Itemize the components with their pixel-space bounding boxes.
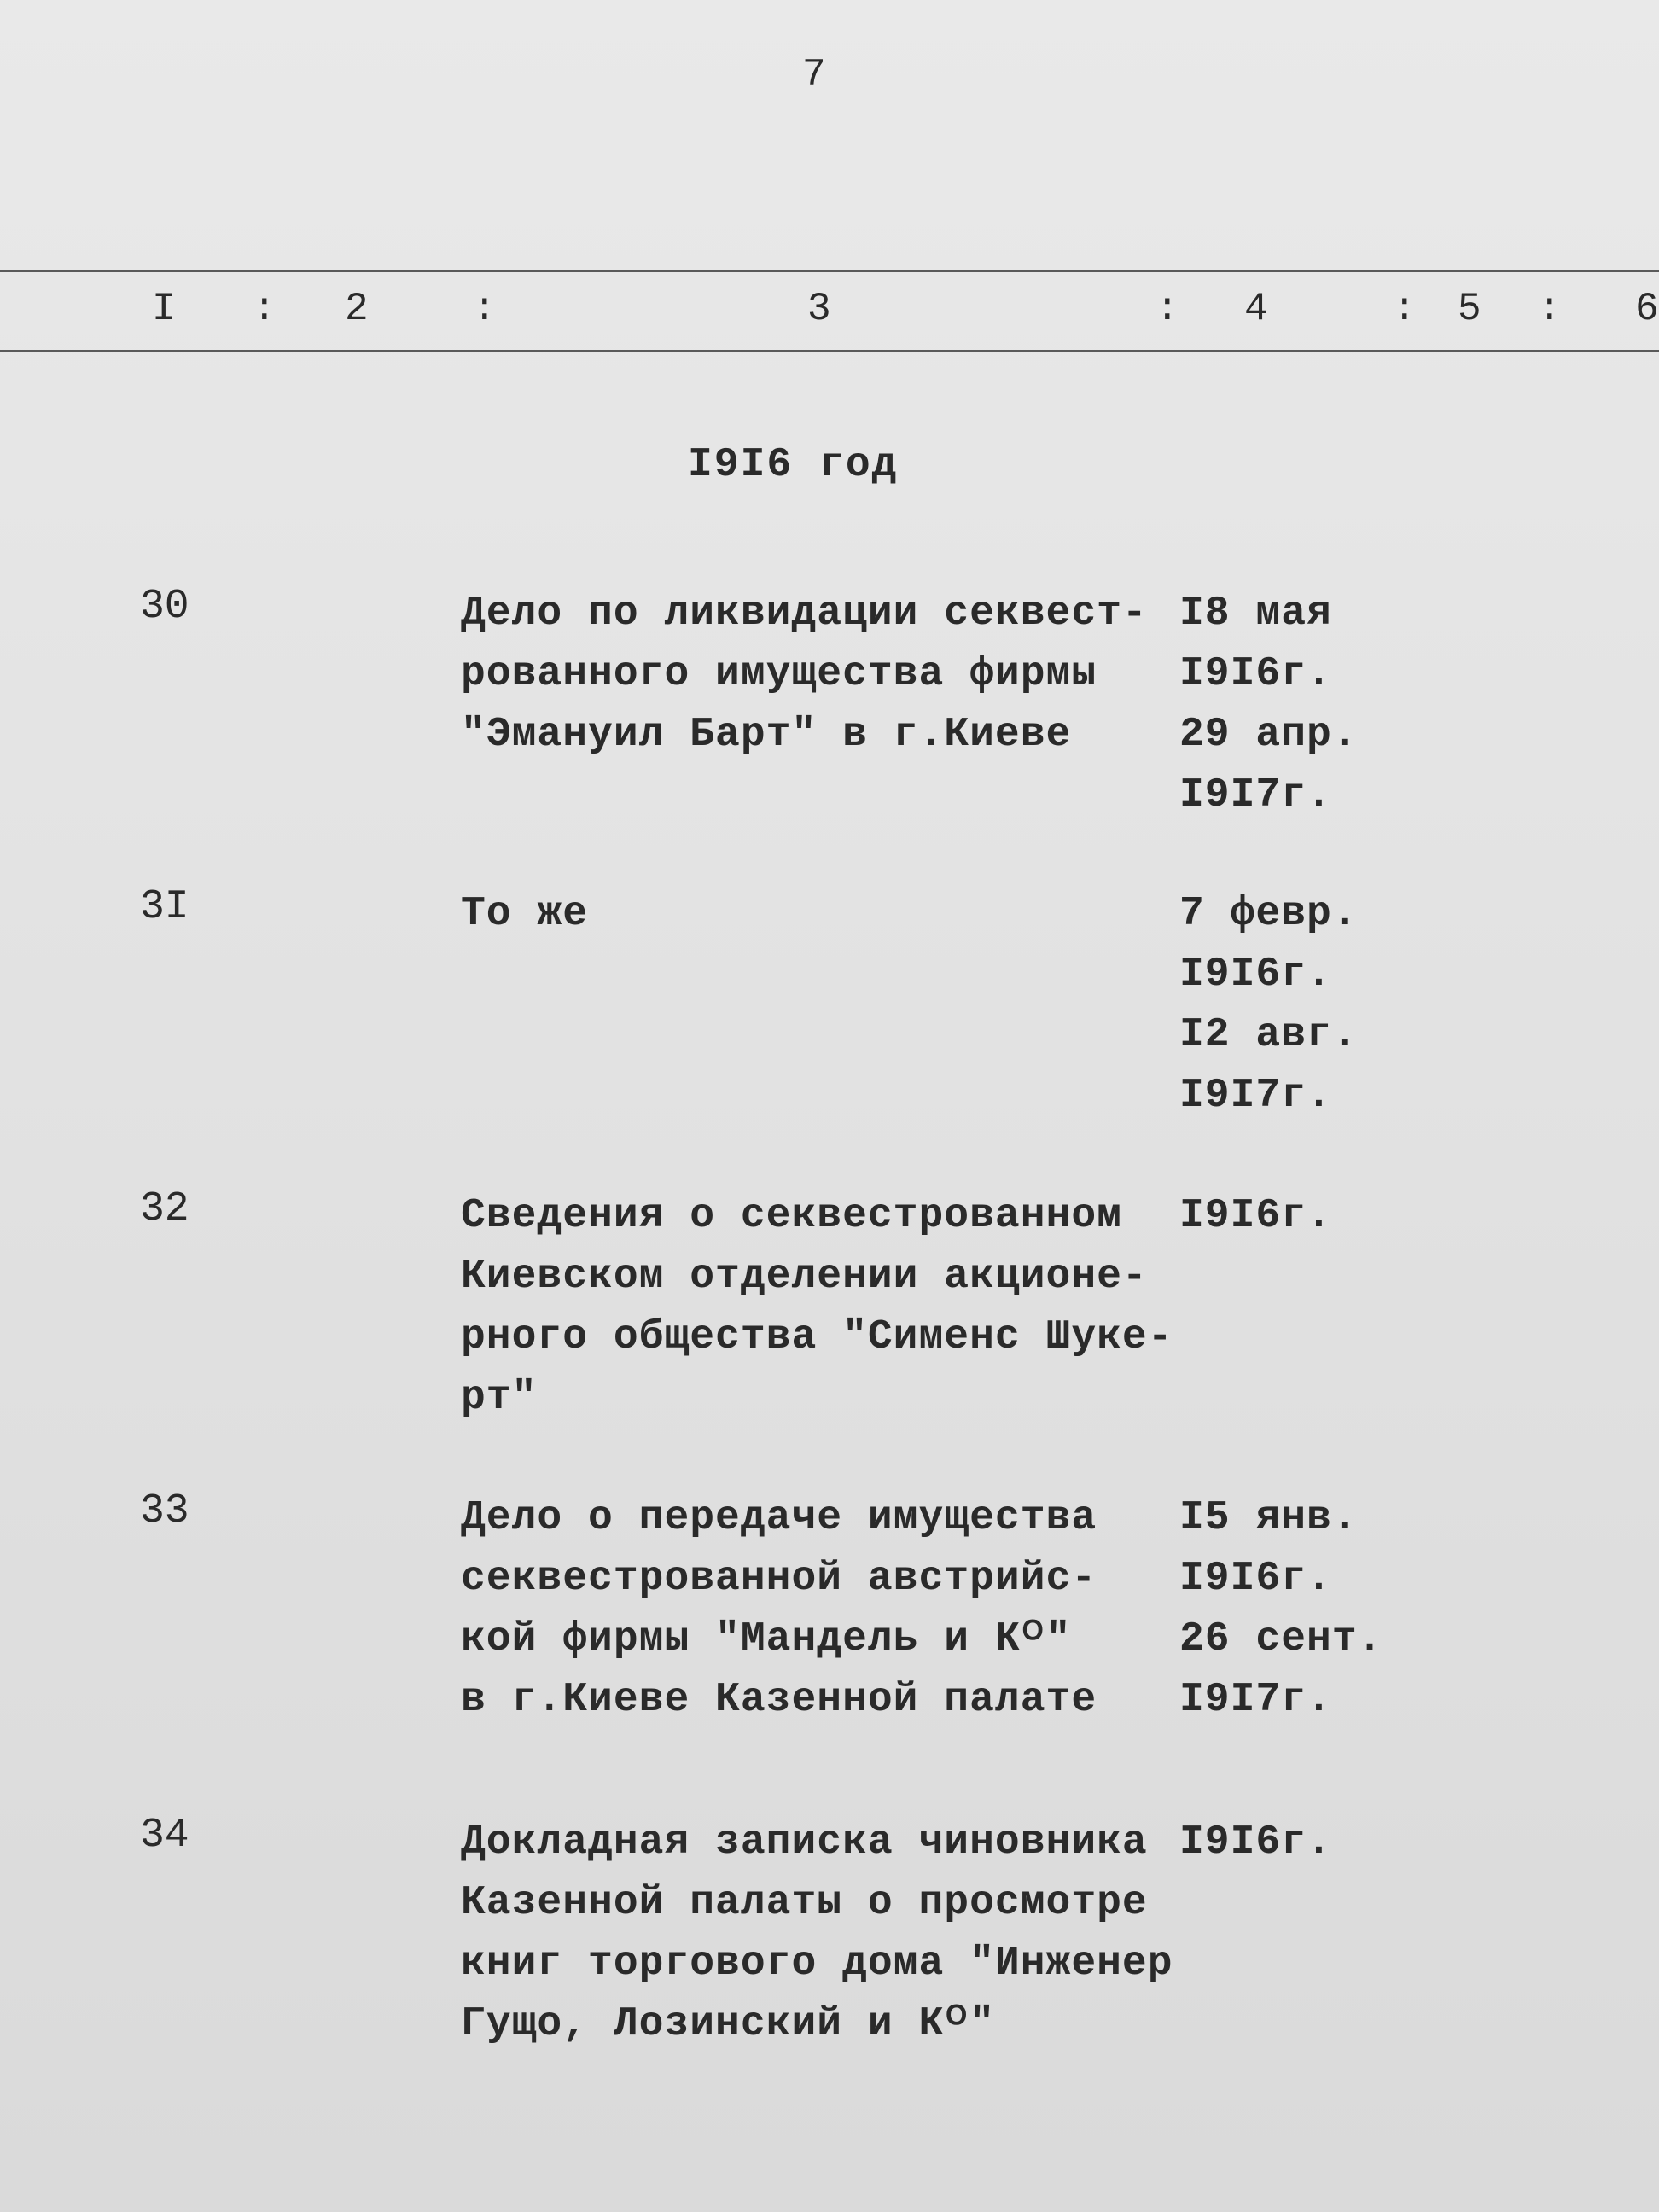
record-title-line: книг торгового дома "Инженер [461, 1941, 1173, 1987]
header-rule-top [0, 270, 1659, 272]
record-date-line: I8 мая [1179, 591, 1332, 637]
record-title [461, 1488, 1161, 1731]
page-number: 7 [802, 53, 826, 97]
record-number: 32 [140, 1186, 189, 1232]
record-date-line: 29 апр. [1179, 712, 1358, 758]
column-header-4: 4 [1244, 287, 1268, 331]
record-title [461, 884, 1161, 945]
year-heading: I9I6 год [688, 442, 899, 488]
record-number: 30 [140, 584, 189, 630]
record-title-line: Киевском отделении акционе- [461, 1254, 1148, 1300]
column-separator: : [1393, 287, 1417, 331]
record-dates [1179, 1186, 1401, 1247]
record-number: 34 [140, 1813, 189, 1859]
column-separator: : [1538, 287, 1562, 331]
record-title-line: Гущо, Лозинский и Кᴼ" [461, 2001, 995, 2047]
record-date-line: 7 февр. [1179, 891, 1358, 937]
record-title-line: Дело о передаче имущества [461, 1495, 1097, 1541]
record-date-line: I2 авг. [1179, 1012, 1358, 1058]
record-title-line: секвестрованной австрийс- [461, 1556, 1097, 1602]
record-title-line: Докладная записка чиновника [461, 1819, 1148, 1866]
record-title-line: рованного имущества фирмы [461, 651, 1097, 697]
record-title-line: рт" [461, 1375, 538, 1421]
column-header-1: I [152, 287, 176, 331]
record-title-line: То же [461, 891, 589, 937]
header-rule-bottom [0, 350, 1659, 352]
column-separator: : [473, 287, 497, 331]
record-number: 33 [140, 1488, 189, 1534]
record-title-line: Казенной палаты о просмотре [461, 1880, 1148, 1926]
column-separator: : [253, 287, 276, 331]
column-header-3: 3 [807, 287, 831, 331]
record-title-line: Сведения о секвестрованном [461, 1193, 1122, 1239]
column-header-5: 5 [1458, 287, 1481, 331]
record-dates [1179, 584, 1401, 826]
record-number: 3I [140, 884, 189, 930]
record-title [461, 1186, 1173, 1429]
record-date-line: I9I6г. [1179, 1193, 1332, 1239]
column-separator: : [1155, 287, 1179, 331]
record-date-line: I5 янв. [1179, 1495, 1358, 1541]
record-title-line: рного общества "Сименс Шуке- [461, 1314, 1173, 1360]
record-dates [1179, 1488, 1401, 1731]
record-date-line: I9I7г. [1179, 1677, 1332, 1723]
record-title [461, 1813, 1173, 2055]
record-date-line: I9I6г. [1179, 651, 1332, 697]
record-date-line: I9I6г. [1179, 1556, 1332, 1602]
record-dates [1179, 884, 1401, 1126]
column-header-6: 6 [1635, 287, 1659, 331]
column-header-2: 2 [345, 287, 369, 331]
record-title-line: в г.Киеве Казенной палате [461, 1677, 1097, 1723]
record-title-line: Дело по ликвидации секвест- [461, 591, 1148, 637]
record-dates [1179, 1813, 1401, 1873]
record-date-line: I9I6г. [1179, 952, 1332, 998]
record-title-line: кой фирмы "Мандель и Кᴼ" [461, 1616, 1072, 1662]
record-title-line: "Эмануил Барт" в г.Киеве [461, 712, 1072, 758]
record-title [461, 584, 1161, 765]
record-date-line: I9I7г. [1179, 772, 1332, 818]
record-date-line: I9I6г. [1179, 1819, 1332, 1866]
record-date-line: I9I7г. [1179, 1073, 1332, 1119]
record-date-line: 26 сент. [1179, 1616, 1383, 1662]
